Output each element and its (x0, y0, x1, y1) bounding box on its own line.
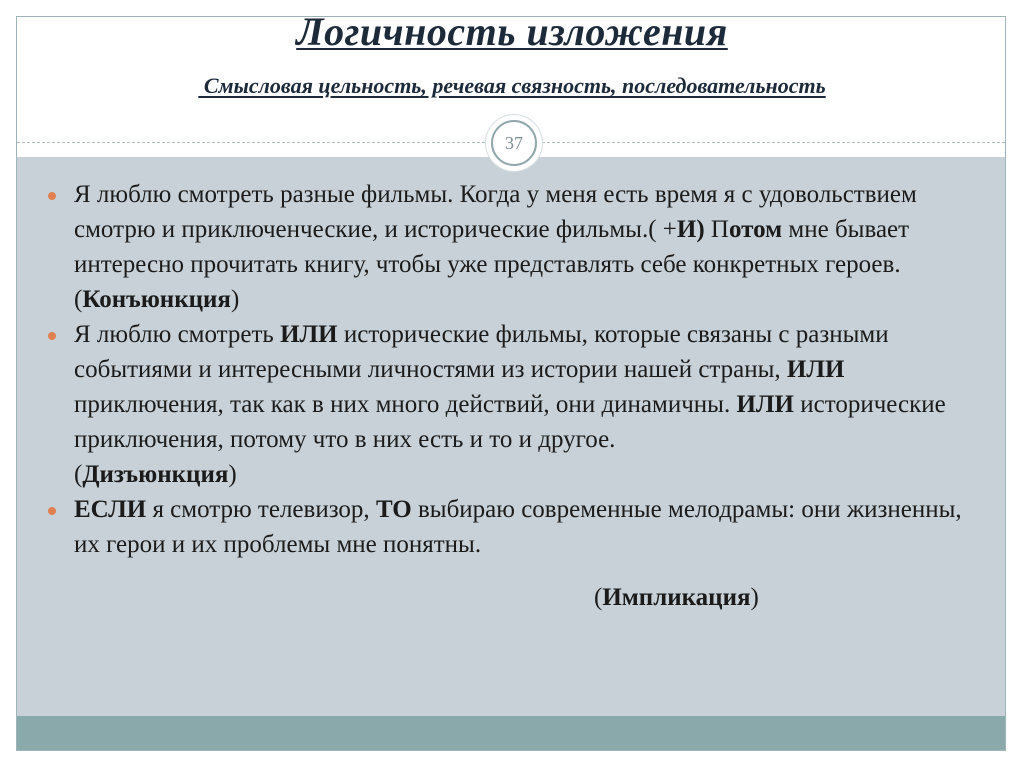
bullet-dot-icon (48, 332, 56, 340)
bullet-text: мне бывает интересно прочитать книгу, чтобы уже представлять себе конкретных героев.( (74, 216, 910, 313)
term-close: ) (228, 461, 237, 488)
bullet-bold: ИЛИ (736, 391, 794, 418)
bullet-bold: отом (728, 216, 783, 243)
bullet-bold: ИЛИ (786, 356, 845, 383)
term-conjunction: Конъюнкция (82, 286, 231, 313)
slide-subtitle: Смысловая цельность, речевая связность, последовательность (198, 73, 826, 98)
slide-title: Логичность изложения (296, 9, 728, 54)
term-close: ) (750, 584, 759, 611)
term-open: ( (594, 584, 603, 611)
bullet-bold: И) (676, 216, 705, 243)
bullet-list (48, 177, 988, 615)
term-disjunction-wrap (74, 457, 237, 492)
bullet-bold: ЕСЛИ (74, 496, 147, 523)
bullet-item-implication (48, 492, 988, 615)
term-implication-wrap (74, 580, 988, 615)
bullet-text: я смотрю телевизор, (146, 496, 376, 523)
bullet-text: Я люблю смотреть (74, 321, 281, 348)
bullet-text: исторические фильмы, которые связаны с разными событиями и интересными личностями из истории нашей страны, (74, 321, 889, 383)
bullet-dot-icon (48, 507, 56, 515)
term-open: ( (74, 461, 83, 488)
bullet-item-disjunction (48, 317, 988, 492)
bullet-bold: ТО (375, 496, 412, 523)
bullet-text: П (704, 216, 729, 243)
implication-gap (74, 562, 988, 580)
bullet-text: приключения, так как в них много действий, они динамичны. (74, 391, 737, 418)
bullet-text: выбираю современные мелодрамы: они жизненны, их герои и их проблемы мне понятны. (74, 496, 962, 558)
bullet-text: Я люблю смотреть разные фильмы. Когда у меня есть время я с удовольствием смотрю и приключенческие, и исторические фильмы.( + (74, 181, 917, 243)
bullet-dot-icon (48, 192, 56, 200)
bullet-text: исторические приключения, потому что в них есть и то и другое. (74, 391, 946, 453)
page-number: 37 (491, 120, 537, 166)
term-implication: Импликация (602, 584, 751, 611)
bullet-text: ) (230, 286, 240, 313)
bullet-item-conjunction (48, 177, 988, 317)
footer-bar (17, 716, 1005, 750)
term-disjunction: Дизъюнкция (82, 461, 229, 488)
page-number-badge (486, 115, 542, 171)
bullet-bold: ИЛИ (280, 321, 338, 348)
